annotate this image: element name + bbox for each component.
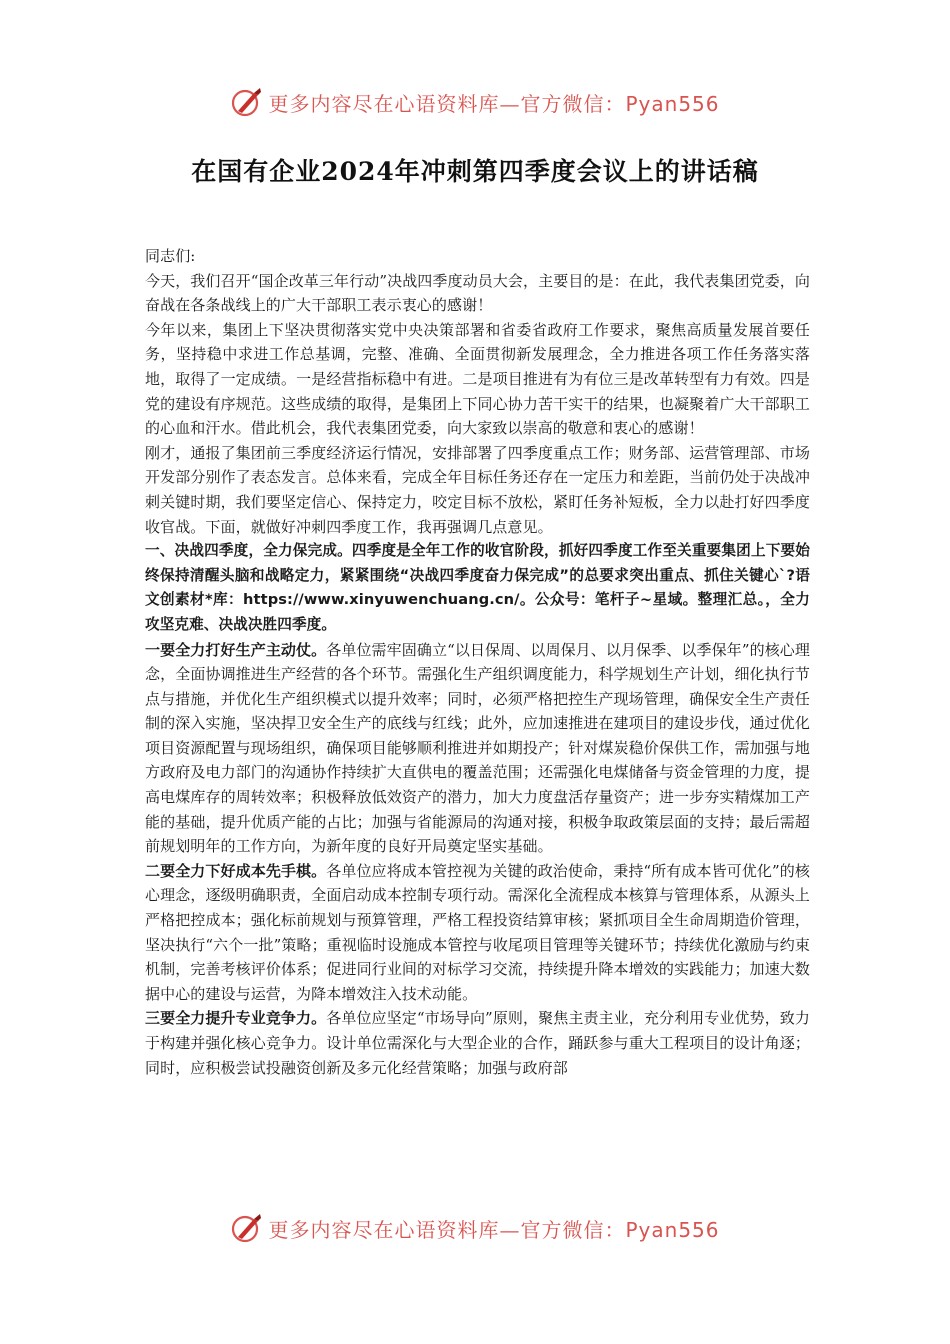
footer-banner-text: 更多内容尽在心语资料库—官方微信：Pyan556 bbox=[268, 1217, 720, 1242]
item-1 bbox=[145, 638, 810, 859]
salutation: 同志们: bbox=[145, 247, 196, 265]
paragraph-2: 今年以来，集团上下坚决贯彻落实党中央决策部署和省委省政府工作要求，聚焦高质量发展首要任务，坚持稳中求进工作总基调，完整、准确、全面贯彻新发展理念，全力推进各项工作任务落实落地，取得了一定成绩。一是经营指标稳中有进。二是项目推进有为有位三是改革转型有力有效。四是党的建设有序规范。这些成绩的取得，是集团上下同心协力苦干实干的结果，也凝聚着广大干部职工的心血和汗水。借此机会，我代表集团党委，向大家致以崇高的敬意和衷心的感谢！ bbox=[145, 320, 810, 438]
item-1-lead: 一要全力打好生产主动仗。 bbox=[145, 640, 327, 659]
document-body bbox=[145, 244, 810, 1080]
header-wechat-account: Pyan556 bbox=[625, 91, 720, 116]
item-2-body: 各单位应将成本管控视为关键的政治使命，秉持“所有成本皆可优化”的核心理念，逐级明确职责，全面启动成本控制专项行动。需深化全流程成本核算与管理体系，从源头上严格把控成本；强化标前规划与预算管理，严格工程投资结算审核；紧抓项目全生命周期造价管理，坚决执行“六个一批”策略；重视临时设施成本管控与收尾项目管理等关键环节；持续优化激励与约束机制，完善考核评价体系；促进同行业间的对标学习交流，持续提升降本增效的实践能力；加速大数据中心的建设与运营，为降本增效注入技术动能。 bbox=[145, 861, 811, 1003]
item-3-body: 各单位应坚定“市场导向”原则，聚焦主责主业，充分利用专业优势，致力于构建并强化核心竞争力。设计单位需深化与大型企业的合作，踊跃参与重大工程项目的设计角逐；同时，应积极尝试投融资创新及多元化经营策略；加强与政府部 bbox=[145, 1009, 811, 1077]
item-1-body: 各单位需牢固确立“以日保周、以周保月、以月保季、以季保年”的核心理念，全面协调推进生产经营的各个环节。需强化生产组织调度能力，科学规划生产计划，细化执行节点与措施，并优化生产组织模式以提升效率；同时，必须严格把控生产现场管理，确保安全生产责任制的深入实施，坚决捍卫安全生产的底线与红线；此外，应加速推进在建项目的建设步伐，通过优化项目资源配置与现场组织，确保项目能够顺利推进并如期投产；针对煤炭稳价保供工作，需加强与地方政府及电力部门的沟通协作持续扩大直供电的覆盖范围；还需强化电煤储备与资金管理的力度，提高电煤库存的周转效率；积极释放低效资产的潜力，加大力度盘活存量资产；进一步夯实精煤加工产能的基础，提升优质产能的占比；加强与省能源局的沟通对接，积极争取政策层面的支持；最后需超前规划明年的工作方向，为新年度的良好开局奠定坚实基础。 bbox=[145, 640, 811, 856]
header-banner-text: 更多内容尽在心语资料库—官方微信：Pyan556 bbox=[268, 91, 720, 116]
paragraph-3: 刚才，通报了集团前三季度经济运行情况，安排部署了四季度重点工作；财务部、运营管理部、市场开发部分别作了表态发言。总体来看，完成全年目标任务还存在一定压力和差距，当前仍处于决战冲刺关键时期，我们要坚定信心、保持定力，咬定目标不放松，紧盯任务补短板，全力以赴打好四季度收官战。下面，就做好冲刺四季度工作，我再强调几点意见。 bbox=[145, 443, 810, 536]
pen-circle-logo-icon bbox=[230, 85, 264, 119]
footer-banner bbox=[0, 1208, 950, 1248]
item-2-lead: 二要全力下好成本先手棋。 bbox=[145, 861, 327, 880]
document-title: 在国有企业2024年冲刺第四季度会议上的讲话稿 bbox=[191, 157, 759, 186]
item-2 bbox=[145, 859, 810, 1007]
paragraph-1: 今天，我们召开“国企改革三年行动”决战四季度动员大会，主要目的是：在此，我代表集团党委，向奋战在各条战线上的广大干部职工表示衷心的感谢！ bbox=[145, 271, 810, 315]
footer-wechat-account: Pyan556 bbox=[625, 1217, 720, 1242]
pen-circle-logo-icon bbox=[230, 1211, 264, 1245]
item-3-lead: 三要全力提升专业竞争力。 bbox=[145, 1009, 327, 1028]
section-1-heading: 一、决战四季度，全力保完成。四季度是全年工作的收官阶段，抓好四季度工作至关重要集团上下要始终保持清醒头脑和战略定力，紧紧围绕“决战四季度奋力保完成”的总要求突出重点、抓住关键心`?语文创素材*库：https://www.xinyuwenchuang.cn/。公众号：笔杆子~星域。整理汇总。，全力攻坚克难、决战决胜四季度。 bbox=[145, 542, 810, 633]
header-banner bbox=[0, 82, 950, 122]
item-3 bbox=[145, 1006, 810, 1080]
